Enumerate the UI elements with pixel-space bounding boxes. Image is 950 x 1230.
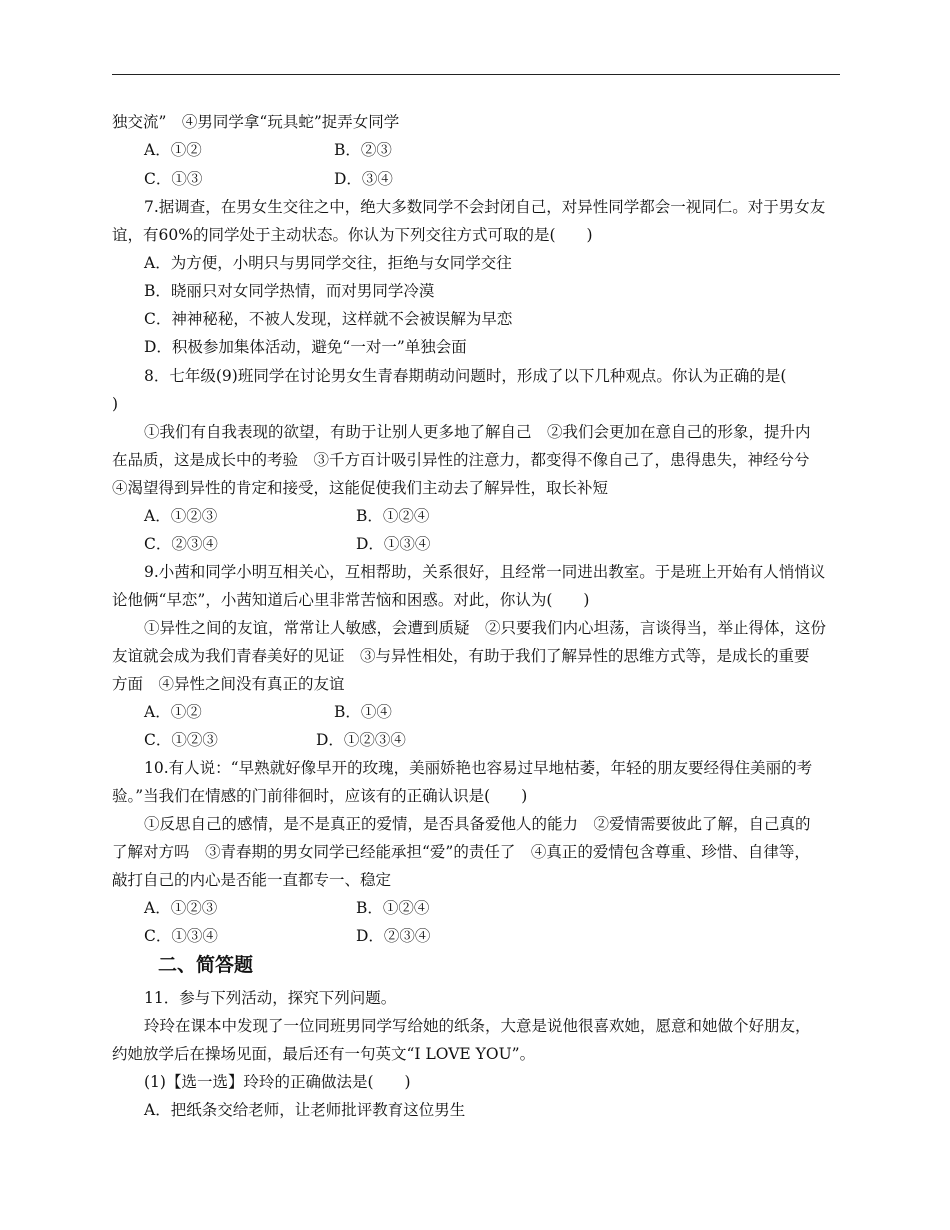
text-line: 论他俩“早恋”，小茜知道后心里非常苦恼和困惑。对此，你认为( ) — [112, 591, 590, 609]
option-b: B．①④ — [334, 703, 392, 721]
option-a: A．①② — [144, 141, 202, 159]
option-c: C．神神秘秘，不被人发现，这样就不会被误解为早恋 — [144, 310, 513, 328]
option-c: C．①③ — [144, 170, 203, 188]
option-d: D．②③④ — [356, 927, 431, 945]
text-line: 约她放学后在操场见面，最后还有一句英文“I LOVE YOU”。 — [112, 1045, 536, 1063]
option-a: A．①② — [144, 703, 202, 721]
text-line: ①异性之间的友谊，常常让人敏感，会遭到质疑 ②只要我们内心坦荡，言谈得当，举止得体，这份 — [144, 619, 827, 637]
option-c: C．①②③ — [144, 731, 218, 749]
option-d: D．③④ — [334, 170, 393, 188]
section-heading: 二、简答题 — [158, 954, 254, 976]
text-line: 独交流” ④男同学拿“玩具蛇”捉弄女同学 — [112, 113, 400, 131]
option-a: A．①②③ — [144, 899, 218, 917]
option-a: A．①②③ — [144, 507, 218, 525]
option-d: D．①③④ — [356, 535, 431, 553]
option-a: A．把纸条交给老师，让老师批评教育这位男生 — [144, 1101, 466, 1119]
question-8-stem: 8．七年级(9)班同学在讨论男女生青春期萌动问题时，形成了以下几种观点。你认为正确的是( — [144, 367, 787, 385]
text-line: ④渴望得到异性的肯定和接受，这能促使我们主动去了解异性，取长补短 — [112, 479, 609, 497]
text-line: ①我们有自我表现的欲望，有助于让别人更多地了解自己 ②我们会更加在意自己的形象，提升内 — [144, 423, 811, 441]
option-c: C．②③④ — [144, 535, 218, 553]
text-line: 验。”当我们在情感的门前徘徊时，应该有的正确认识是( ) — [112, 787, 528, 805]
sub-question: (1)【选一选】玲玲的正确做法是( ) — [144, 1073, 411, 1091]
text-line: 在品质，这是成长中的考验 ③千方百计吸引异性的注意力，都变得不像自己了，患得患失，神经兮兮 — [112, 451, 810, 469]
text-line: 玲玲在课本中发现了一位同班男同学写给她的纸条，大意是说他很喜欢她，愿意和她做个好朋友， — [144, 1017, 811, 1035]
text-line: ) — [112, 395, 119, 413]
option-d: D．积极参加集体活动，避免“一对一”单独会面 — [144, 338, 467, 356]
option-b: B．①②④ — [356, 899, 430, 917]
question-9-stem: 9.小茜和同学小明互相关心，互相帮助，关系很好，且经常一同进出教室。于是班上开始有人悄悄议 — [144, 563, 826, 581]
question-11-stem: 11．参与下列活动，探究下列问题。 — [144, 989, 397, 1007]
text-line: ①反思自己的感情，是不是真正的爱情，是否具备爱他人的能力 ②爱情需要彼此了解，自己真的 — [144, 815, 811, 833]
option-b: B．晓丽只对女同学热情，而对男同学冷漠 — [144, 282, 435, 300]
text-line: 敲打自己的内心是否能一直都专一、稳定 — [112, 871, 392, 889]
option-c: C．①③④ — [144, 927, 218, 945]
option-a: A．为方便，小明只与男同学交往，拒绝与女同学交往 — [144, 254, 512, 272]
option-d: D．①②③④ — [316, 731, 406, 749]
text-line: 友谊就会成为我们青春美好的见证 ③与异性相处，有助于我们了解异性的思维方式等，是成长的重要 — [112, 647, 810, 665]
question-10-stem: 10.有人说：“早熟就好像早开的玫瑰，美丽娇艳也容易过早地枯萎，年轻的朋友要经得住美丽的考 — [144, 759, 813, 777]
question-7-stem: 7.据调查，在男女生交往之中，绝大多数同学不会封闭自己，对异性同学都会一视同仁。对于男女友 — [144, 198, 826, 216]
option-b: B．①②④ — [356, 507, 430, 525]
header-rule — [112, 74, 840, 75]
option-b: B．②③ — [334, 141, 392, 159]
text-line: 谊，有60%的同学处于主动状态。你认为下列交往方式可取的是( ) — [112, 226, 593, 244]
text-line: 方面 ④异性之间没有真正的友谊 — [112, 675, 345, 693]
text-line: 了解对方吗 ③青春期的男女同学已经能承担“爱”的责任了 ④真正的爱情包含尊重、珍惜、自律等， — [112, 843, 810, 861]
